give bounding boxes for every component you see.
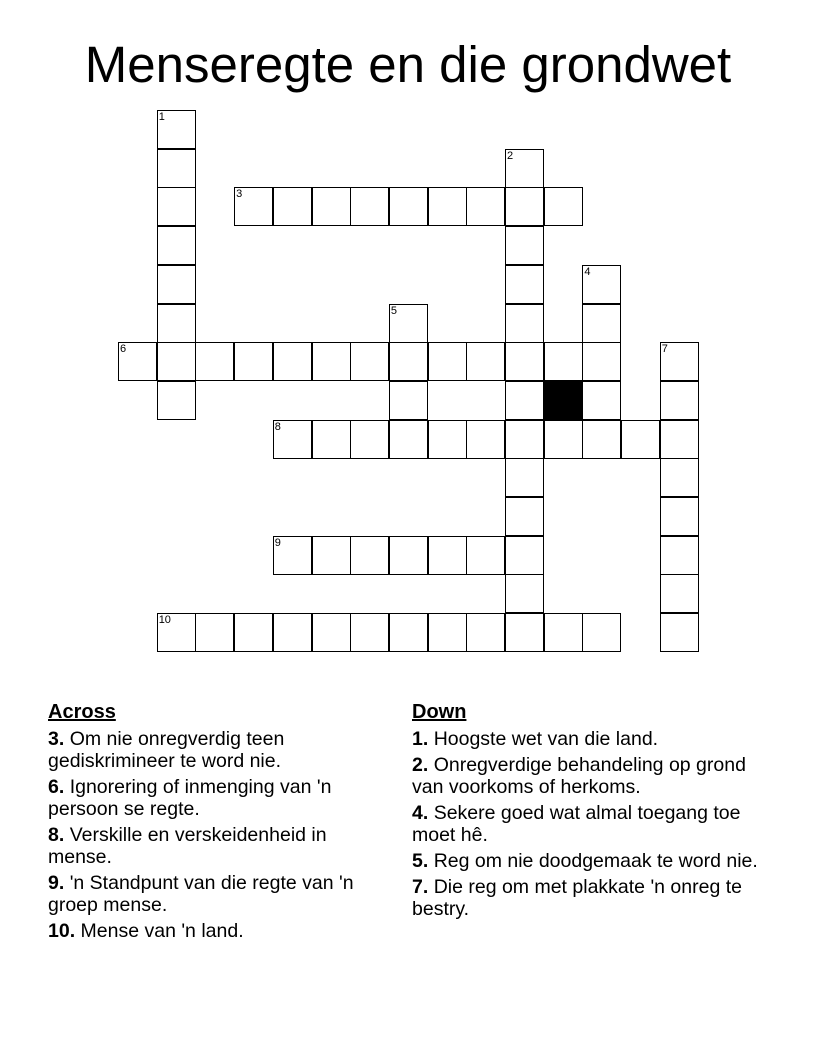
clue-number: 10. [48, 920, 76, 942]
grid-cell[interactable] [428, 342, 467, 381]
grid-cell[interactable] [157, 265, 196, 304]
grid-cell[interactable] [505, 265, 544, 304]
grid-cell[interactable] [621, 420, 660, 459]
across-clue [48, 776, 388, 820]
grid-cell[interactable] [428, 613, 467, 652]
down-clue [412, 754, 762, 798]
grid-cell[interactable] [428, 536, 467, 575]
grid-cell[interactable] [118, 342, 157, 381]
across-clue-list [48, 728, 388, 942]
grid-cell[interactable] [157, 304, 196, 343]
clue-text: Hoogste wet van die land. [433, 728, 659, 750]
clue-number: 5 [390, 304, 398, 317]
grid-cell[interactable] [466, 536, 505, 575]
clue-text: Mense van 'n land. [80, 920, 244, 942]
grid-cell[interactable] [195, 342, 234, 381]
clue-number: 8 [274, 420, 281, 433]
grid-cell[interactable] [660, 420, 699, 459]
grid-cell[interactable] [273, 420, 312, 459]
grid-cell[interactable] [389, 420, 428, 459]
grid-cell[interactable] [389, 613, 428, 652]
clue-number: 6 [120, 343, 127, 356]
grid-cell[interactable] [544, 613, 583, 652]
grid-cell[interactable] [312, 187, 351, 226]
grid-cell[interactable] [505, 497, 544, 536]
grid-cell[interactable] [544, 342, 583, 381]
grid-cell[interactable] [312, 536, 351, 575]
page-title: Menseregte en die grondwet [84, 36, 732, 93]
grid-cell[interactable] [350, 420, 389, 459]
grid-cell[interactable] [157, 342, 196, 381]
grid-cell[interactable] [273, 342, 312, 381]
clue-number: 6. [48, 776, 65, 798]
across-clue [48, 872, 388, 916]
across-clue [48, 824, 388, 868]
grid-cell[interactable] [505, 536, 544, 575]
grid-cell[interactable] [195, 613, 234, 652]
clue-number: 1. [412, 728, 429, 750]
grid-cell[interactable] [582, 613, 621, 652]
grid-cell[interactable] [350, 536, 389, 575]
grid-cell[interactable] [660, 613, 699, 652]
grid-cell[interactable] [660, 574, 699, 613]
grid-cell[interactable] [466, 420, 505, 459]
clue-text: Die reg om met plakkate 'n onreg te bestry. [412, 876, 742, 920]
grid-cell[interactable] [544, 187, 583, 226]
grid-cell[interactable] [428, 187, 467, 226]
grid-cell[interactable] [660, 458, 699, 497]
grid-cell[interactable] [312, 420, 351, 459]
grid-cell[interactable] [582, 304, 621, 343]
clue-number: 9 [274, 536, 281, 549]
clue-text: Sekere goed wat almal toegang toe moet hê. [412, 802, 741, 846]
clue-text: Reg om nie doodgemaak te word nie. [433, 850, 758, 872]
clue-number: 2. [412, 754, 429, 776]
clue-number: 4 [584, 265, 591, 278]
grid-cell[interactable] [157, 110, 196, 149]
across-clues [48, 700, 388, 946]
clue-text: Om nie onregverdig teen gediskrimineer te word nie. [48, 728, 285, 772]
grid-cell[interactable] [350, 613, 389, 652]
grid-cell[interactable] [389, 304, 428, 343]
clue-number: 5. [412, 850, 429, 872]
grid-cell[interactable] [157, 149, 196, 188]
clue-number: 1 [158, 111, 165, 123]
grid-cell[interactable] [660, 381, 699, 420]
grid-cell[interactable] [466, 613, 505, 652]
down-clues [412, 700, 762, 924]
across-clue [48, 728, 388, 772]
grid-cell[interactable] [157, 226, 196, 265]
down-clue [412, 728, 762, 750]
grid-cell[interactable] [157, 613, 196, 652]
black-cell [544, 381, 583, 420]
clue-text: 'n Standpunt van die regte van 'n groep mense. [48, 872, 354, 916]
grid-cell[interactable] [505, 574, 544, 613]
grid-cell[interactable] [389, 342, 428, 381]
clue-text: Verskille en verskeidenheid in mense. [48, 824, 327, 868]
clue-number: 10 [158, 614, 171, 627]
clue-number: 7 [661, 343, 668, 356]
grid-cell[interactable] [157, 381, 196, 420]
down-clue [412, 802, 762, 846]
down-clue [412, 876, 762, 920]
across-heading: Across [48, 701, 116, 723]
grid-cell[interactable] [505, 226, 544, 265]
grid-cell[interactable] [234, 342, 273, 381]
grid-cell[interactable] [660, 536, 699, 575]
clue-number: 4. [412, 802, 429, 824]
grid-cell[interactable] [582, 381, 621, 420]
clue-number: 3 [236, 188, 243, 201]
grid-cell[interactable] [234, 187, 273, 226]
down-clue [412, 850, 762, 872]
grid-cell[interactable] [350, 342, 389, 381]
grid-cell[interactable] [428, 420, 467, 459]
grid-cell[interactable] [505, 613, 544, 652]
grid-cell[interactable] [505, 304, 544, 343]
across-clue [48, 920, 388, 942]
grid-cell[interactable] [582, 342, 621, 381]
grid-cell[interactable] [312, 613, 351, 652]
grid-cell[interactable] [660, 342, 699, 381]
grid-cell[interactable] [389, 536, 428, 575]
grid-cell[interactable] [505, 149, 544, 188]
clue-text: Ignorering of inmenging van 'n persoon se regte. [48, 776, 332, 820]
grid-cell[interactable] [505, 420, 544, 459]
grid-cell[interactable] [389, 381, 428, 420]
clue-number: 2 [507, 149, 514, 162]
clue-text: Onregverdige behandeling op grond van voorkoms of herkoms. [412, 754, 746, 798]
grid-cell[interactable] [466, 342, 505, 381]
grid-cell[interactable] [544, 420, 583, 459]
grid-cell[interactable] [273, 613, 312, 652]
down-clue-list [412, 728, 762, 920]
grid-cell[interactable] [350, 187, 389, 226]
grid-cell[interactable] [312, 342, 351, 381]
grid-cell[interactable] [234, 613, 273, 652]
grid-cell[interactable] [505, 342, 544, 381]
grid-cell[interactable] [505, 458, 544, 497]
grid-cell[interactable] [505, 381, 544, 420]
grid-cell[interactable] [582, 265, 621, 304]
clue-number: 8. [48, 824, 65, 846]
grid-cell[interactable] [389, 187, 428, 226]
down-heading: Down [412, 701, 467, 723]
clue-number: 9. [48, 872, 65, 894]
grid-cell[interactable] [466, 187, 505, 226]
grid-cell[interactable] [273, 187, 312, 226]
grid-cell[interactable] [273, 536, 312, 575]
clue-number: 7. [412, 876, 429, 898]
grid-cell[interactable] [660, 497, 699, 536]
clue-number: 3. [48, 728, 65, 750]
grid-cell[interactable] [505, 187, 544, 226]
grid-cell[interactable] [582, 420, 621, 459]
grid-cell[interactable] [157, 187, 196, 226]
